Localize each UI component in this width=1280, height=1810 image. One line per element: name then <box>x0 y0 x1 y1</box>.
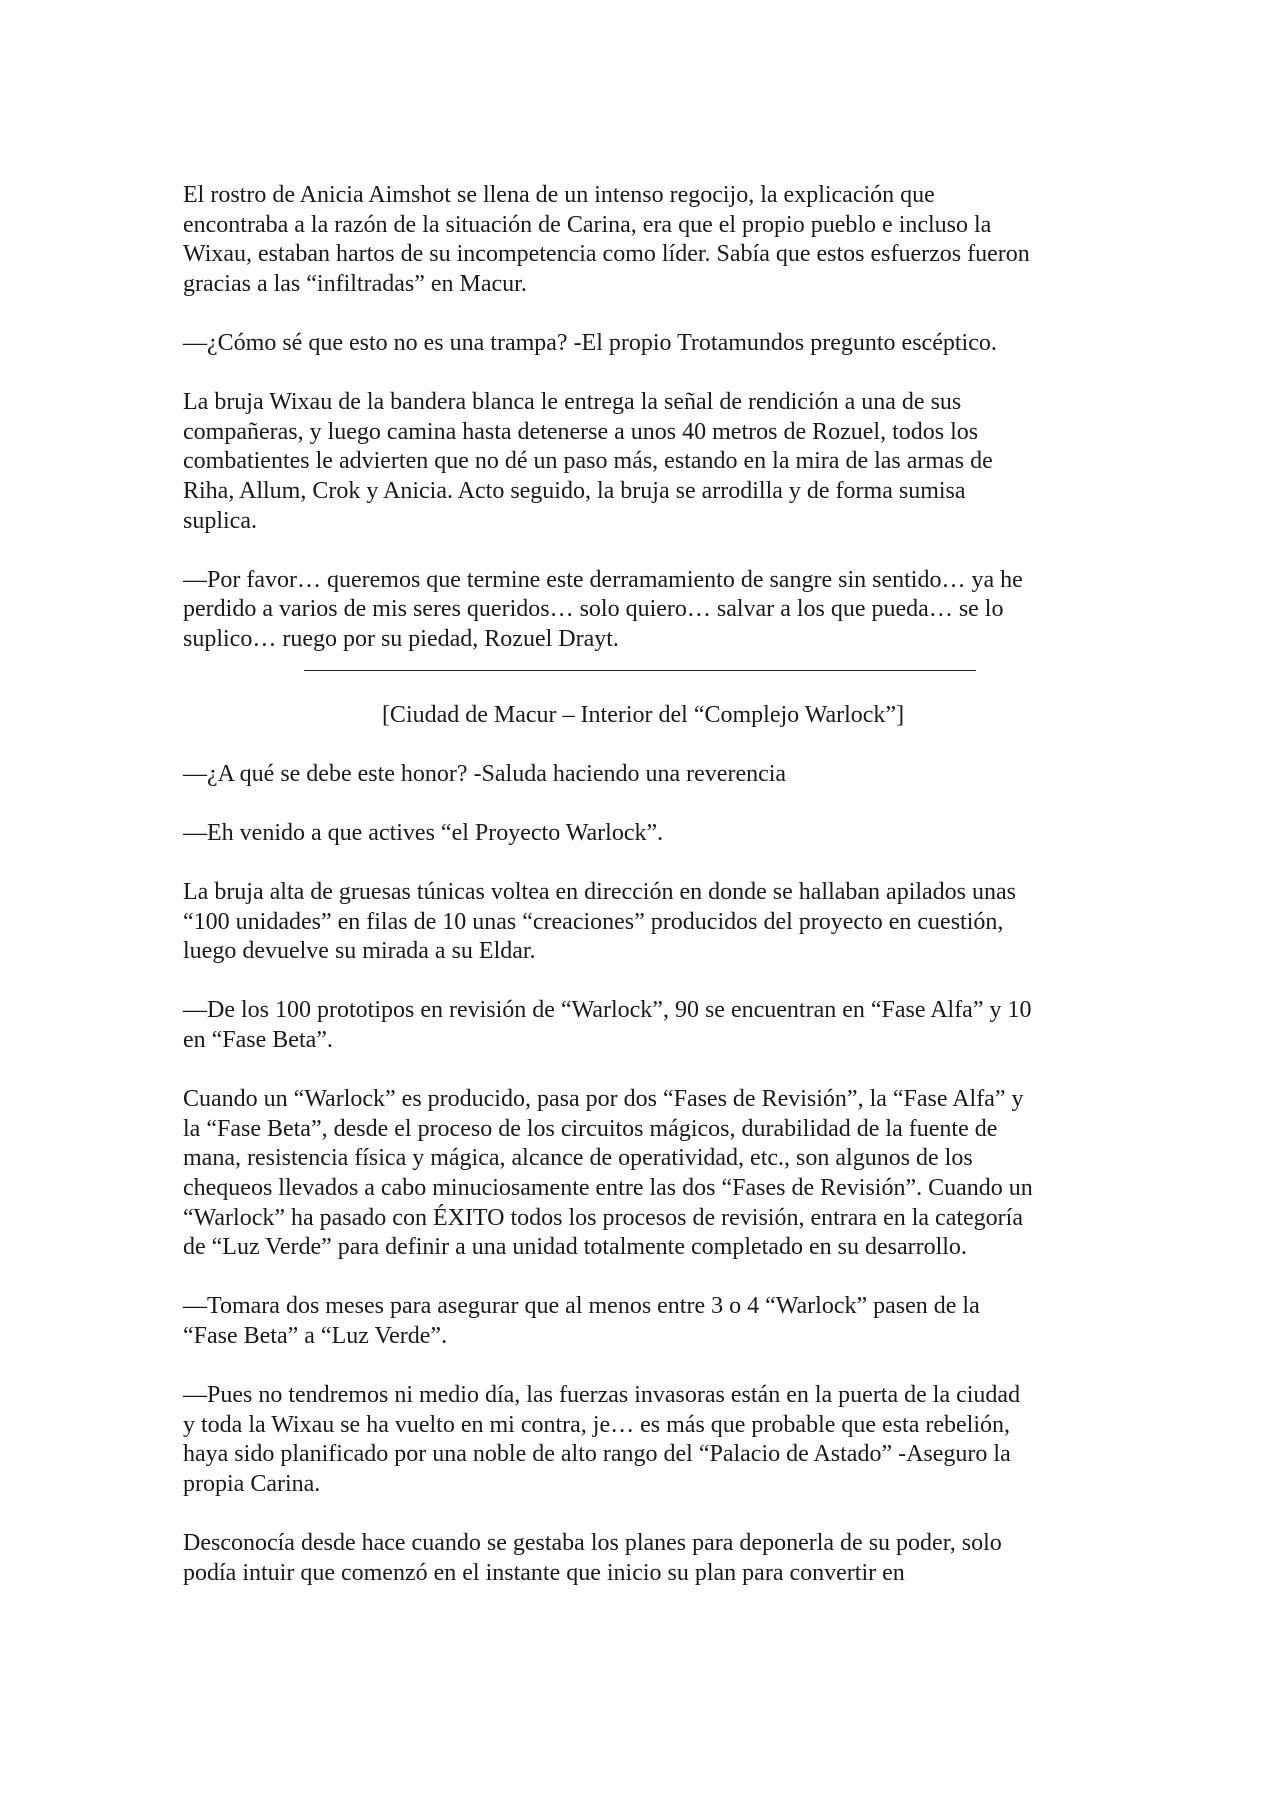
dialogue-line: —Por favor… queremos que termine este derramamiento de sangre sin sentido… ya he perdido a varios de mis seres queridos… solo quiero… salvar a los que pueda… se lo suplico… ruego por su piedad, Rozuel Drayt. <box>183 566 1023 652</box>
document-page <box>183 181 1103 1618</box>
section-divider <box>304 670 976 671</box>
dialogue-line: —De los 100 prototipos en revisión de “Warlock”, 90 se encuentran en “Fase Alfa” y 10 en “Fase Beta”. <box>183 997 1032 1054</box>
paragraph: El rostro de Anicia Aimshot se llena de un intenso regocijo, la explicación que encontraba a la razón de la situación de Carina, era que el propio pueblo e incluso la Wixau, estaban hartos de su incompetencia como líder. Sabía que estos esfuerzos fueron gracias a las “infiltradas” en Macur. <box>183 182 1030 297</box>
dialogue-line: —Eh venido a que actives “el Proyecto Warlock”. <box>183 819 664 846</box>
dialogue-line: —¿Cómo sé que esto no es una trampa? -El propio Trotamundos pregunto escéptico. <box>183 329 997 356</box>
paragraph: Cuando un “Warlock” es producido, pasa por dos “Fases de Revisión”, la “Fase Alfa” y la “Fase Beta”, desde el proceso de los circuitos mágicos, durabilidad de la fuente de mana, resistencia física y mágica, alcance de operatividad, etc., son algunos de los chequeos llevados a cabo minuciosamente entre las dos “Fases de Revisión”. Cuando un “Warlock” ha pasado con ÉXITO todos los procesos de revisión, entrara en la categoría de “Luz Verde” para definir a una unidad totalmente completado en su desarrollo. <box>183 1086 1033 1261</box>
paragraph: Desconocía desde hace cuando se gestaba los planes para deponerla de su poder, solo podía intuir que comenzó en el instante que inicio su plan para convertir en <box>183 1530 1002 1586</box>
dialogue-line: —Tomara dos meses para asegurar que al menos entre 3 o 4 “Warlock” pasen de la “Fase Beta” a “Luz Verde”. <box>183 1293 980 1349</box>
paragraph: La bruja alta de gruesas túnicas voltea en dirección en donde se hallaban apilados unas “100 unidades” en filas de 10 unas “creaciones” producidos del proyecto en cuestión, luego devuelve su mirada a su Eldar. <box>183 879 1017 965</box>
scene-heading: [Ciudad de Macur – Interior del “Complejo Warlock”] <box>381 701 905 728</box>
dialogue-line: —¿A qué se debe este honor? -Saluda haciendo una reverencia <box>183 760 787 787</box>
paragraph: La bruja Wixau de la bandera blanca le entrega la señal de rendición a una de sus compañeras, y luego camina hasta detenerse a unos 40 metros de Rozuel, todos los combatientes le advierten que no dé un paso más, estando en la mira de las armas de Riha, Allum, Crok y Anicia. Acto seguido, la bruja se arrodilla y de forma sumisa suplica. <box>183 389 993 534</box>
dialogue-line: —Pues no tendremos ni medio día, las fuerzas invasoras están en la puerta de la ciudad y toda la Wixau se ha vuelto en mi contra, je… es más que probable que esta rebelión, haya sido planificado por una noble de alto rango del “Palacio de Astado” -Aseguro la propia Carina. <box>183 1382 1021 1497</box>
